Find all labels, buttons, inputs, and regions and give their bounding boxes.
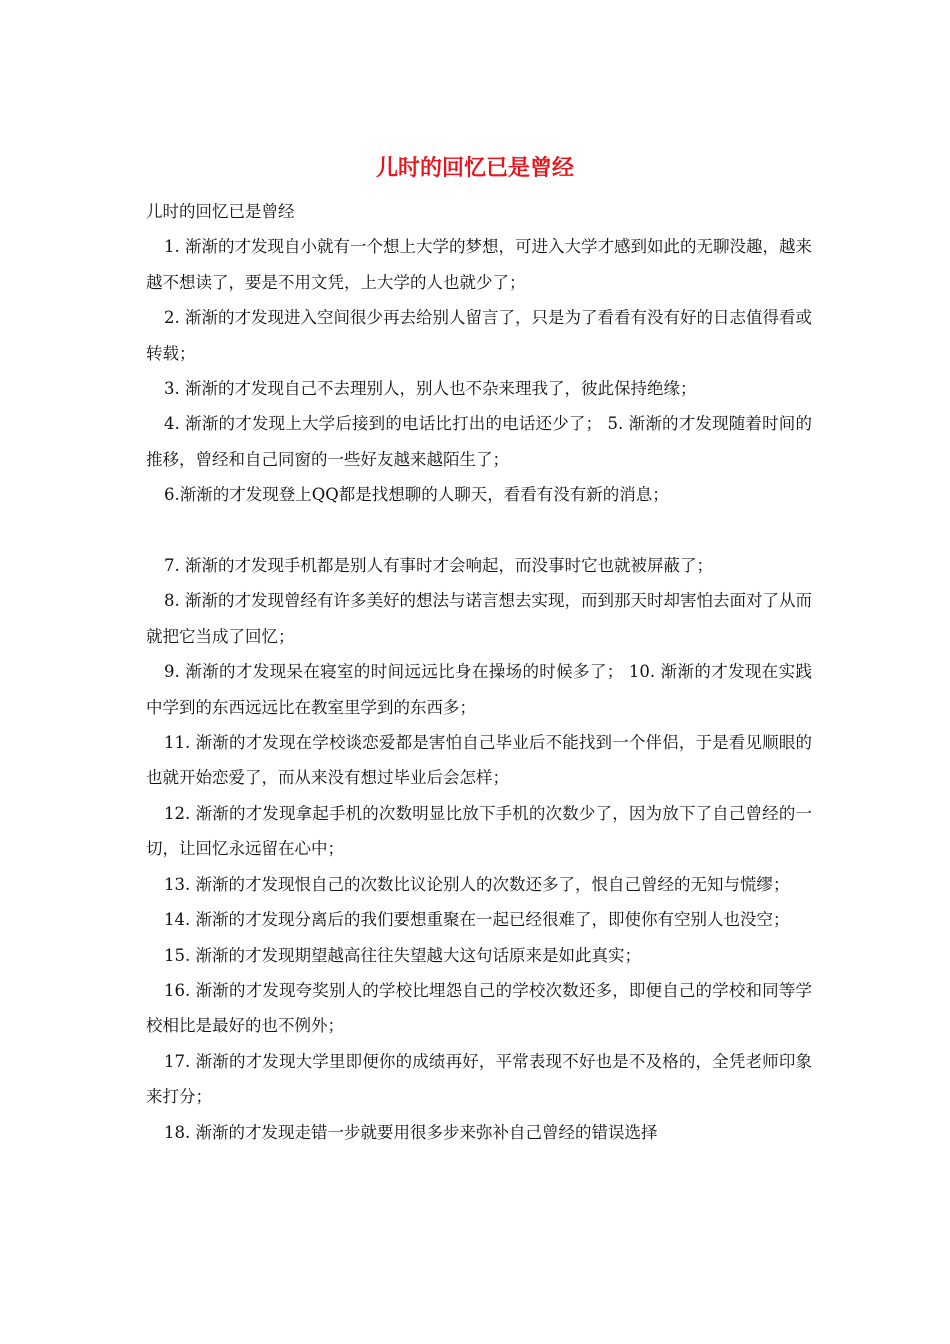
paragraph-14: 14. 渐渐的才发现分离后的我们要想重聚在一起已经很难了，即使你有空别人也没空； — [164, 910, 790, 930]
paragraph-17: 17. 渐渐的才发现大学里即便你的成绩再好，平常表现不好也是不及格的，全凭老师印象来打分； — [146, 1051, 812, 1107]
paragraph-6: 6.渐渐的才发现登上QQ都是找想聊的人聊天，看看有没有新的消息； — [164, 485, 669, 505]
document-title: 儿时的回忆已是曾经 — [375, 155, 574, 181]
blank-line — [146, 513, 812, 548]
document-subtitle: 儿时的回忆已是曾经 — [146, 202, 295, 221]
paragraph-18: 18. 渐渐的才发现走错一步就要用很多步来弥补自己曾经的错误选择 — [164, 1122, 658, 1142]
paragraph-15: 15. 渐渐的才发现期望越高往往失望越大这句话原来是如此真实； — [164, 945, 641, 965]
paragraph-16: 16. 渐渐的才发现夸奖别人的学校比埋怨自己的学校次数还多，即便自己的学校和同等学校相比是最好的也不例外； — [146, 980, 812, 1036]
paragraph-3: 3. 渐渐的才发现自己不去理别人，别人也不杂来理我了，彼此保持绝缘； — [164, 379, 697, 399]
paragraph-7: 7. 渐渐的才发现手机都是别人有事时才会响起，而没事时它也就被屏蔽了； — [164, 556, 713, 576]
paragraph-4-5: 4. 渐渐的才发现上大学后接到的电话比打出的电话还少了； 5. 渐渐的才发现随着时间的推移，曾经和自己同窗的一些好友越来越陌生了； — [146, 414, 812, 469]
paragraph-2: 2. 渐渐的才发现进入空间很少再去给别人留言了，只是为了看看有没有好的日志值得看或转载； — [146, 308, 812, 363]
paragraph-1: 1. 渐渐的才发现自小就有一个想上大学的梦想，可进入大学才感到如此的无聊没趣，越来越不想读了，要是不用文凭，上大学的人也就少了； — [146, 237, 812, 292]
paragraph-8: 8. 渐渐的才发现曾经有许多美好的想法与诺言想去实现，而到那天时却害怕去面对了从而就把它当成了回忆； — [146, 591, 812, 646]
paragraph-13: 13. 渐渐的才发现恨自己的次数比议论别人的次数还多了，恨自己曾经的无知与慌缪； — [164, 874, 790, 894]
paragraph-12: 12. 渐渐的才发现拿起手机的次数明显比放下手机的次数少了，因为放下了自己曾经的一切，让回忆永远留在心中； — [146, 803, 812, 859]
document-body — [146, 194, 812, 1150]
paragraph-9-10: 9. 渐渐的才发现呆在寝室的时间远远比身在操场的时候多了； 10. 渐渐的才发现在实践中学到的东西远远比在教室里学到的东西多； — [146, 662, 812, 717]
paragraph-11: 11. 渐渐的才发现在学校谈恋爱都是害怕自己毕业后不能找到一个伴侣，于是看见顺眼的也就开始恋爱了，而从来没有想过毕业后会怎样； — [146, 733, 812, 788]
